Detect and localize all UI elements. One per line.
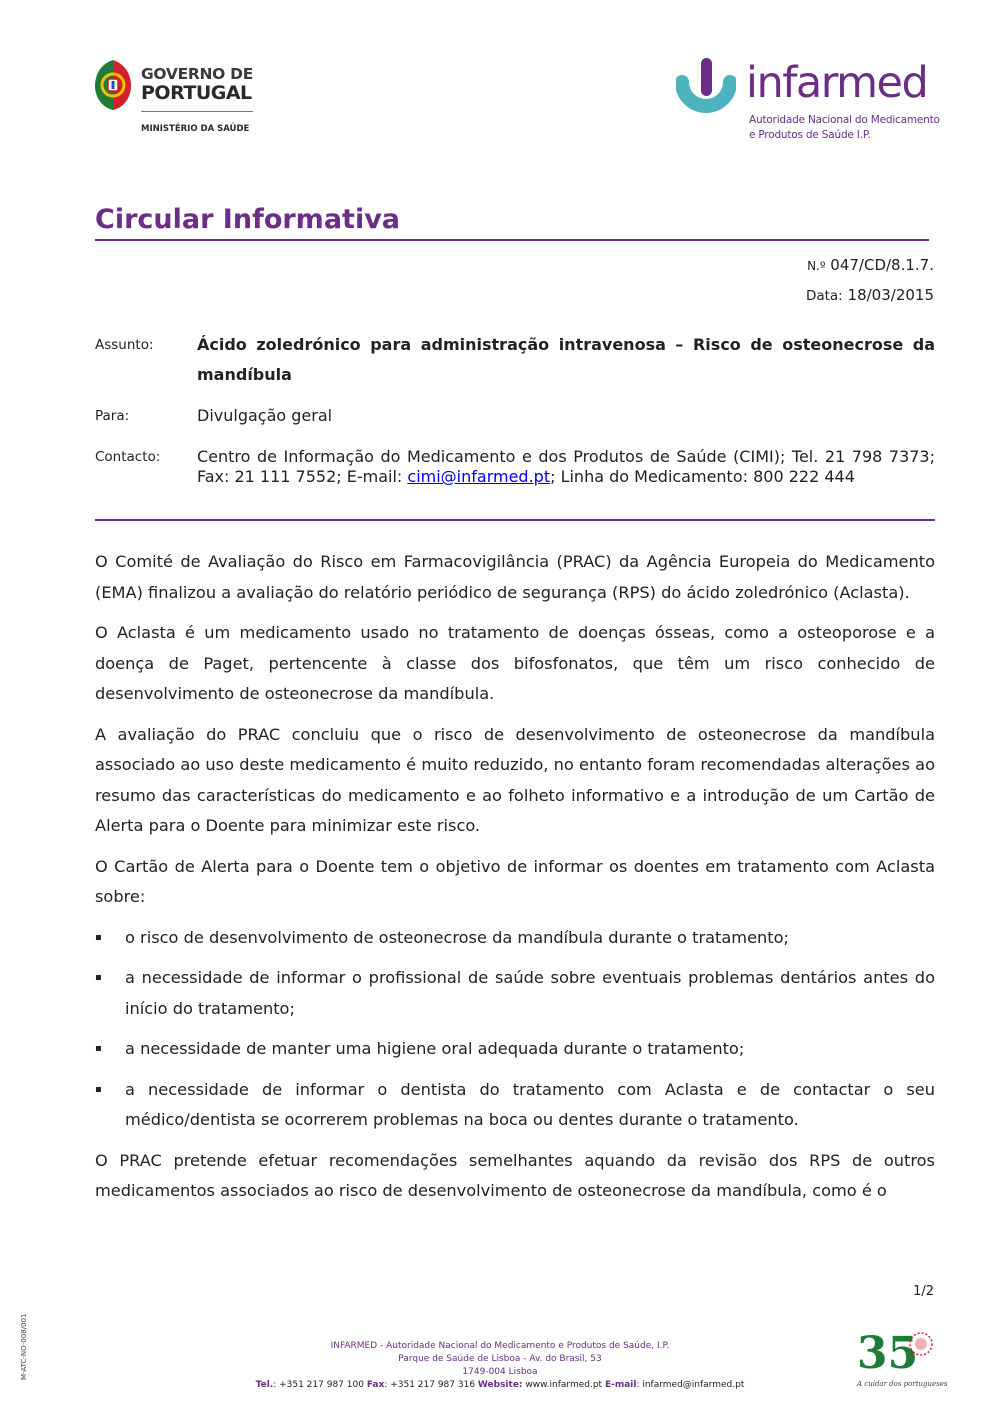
- footer-email-link[interactable]: : infarmed@infarmed.pt: [636, 1380, 745, 1390]
- list-item-text: a necessidade de informar o dentista do tratamento com Aclasta e de contactar o seu médico/dentista se ocorrerem problemas na boca ou dentes durante o tratamento.: [125, 1079, 935, 1129]
- footer-tel-label: Tel.: [255, 1380, 274, 1390]
- footer-fax-label: Fax: [366, 1380, 385, 1390]
- subject-label: Assunto:: [95, 337, 154, 353]
- footer-website-label: Website:: [477, 1380, 523, 1390]
- infarmed-wordmark: infarmed: [746, 58, 928, 108]
- list-item: [95, 963, 935, 1024]
- contact-label: Contacto:: [95, 449, 161, 465]
- document-date: [806, 286, 934, 304]
- infarmed-subtitle-line1: Autoridade Nacional do Medicamento: [749, 114, 940, 126]
- list-item: [95, 1034, 935, 1065]
- date-value: 18/03/2015: [847, 286, 934, 304]
- body-paragraph-4: O Cartão de Alerta para o Doente tem o objetivo de informar os doentes em tratamento com Aclasta sobre:: [95, 856, 935, 906]
- document-title: Circular Informativa: [95, 204, 401, 235]
- footer-line3: 1749-004 Lisboa: [462, 1367, 538, 1377]
- body-paragraph-2: O Aclasta é um medicamento usado no tratamento de doenças ósseas, como a osteoporose e a doença de Paget, pertencente à classe dos bifosfonatos, que têm um risco conhecido de desenvolvimento de osteonecrose da mandíbula.: [95, 623, 935, 703]
- infarmed-subtitle-line2: e Produtos de Saúde I.P.: [749, 129, 871, 141]
- footer-fax: : +351 217 987 316: [384, 1380, 476, 1390]
- list-item-text: a necessidade de informar o profissional de saúde sobre eventuais problemas dentários antes do início do tratamento;: [125, 968, 935, 1018]
- patient-card-list: [95, 923, 935, 1136]
- anniversary-number: 35: [857, 1328, 919, 1379]
- contact-text-after: ; Linha do Medicamento: 800 222 444: [550, 467, 855, 486]
- title-divider: [95, 239, 929, 241]
- date-label: Data:: [805, 288, 843, 304]
- footer-contacts: [200, 1379, 800, 1392]
- bullet-icon: ▪: [95, 931, 102, 943]
- footer-address: [200, 1340, 800, 1392]
- footer-line2: Parque de Saúde de Lisboa - Av. do Brasil, 53: [398, 1354, 602, 1364]
- reference-number: [807, 256, 934, 274]
- document-body: [95, 547, 935, 1217]
- bullet-icon: ▪: [95, 1083, 102, 1095]
- footer-tel: : +351 217 987 100: [273, 1380, 364, 1390]
- bullet-icon: ▪: [95, 972, 102, 983]
- gov-logo-line2: PORTUGAL: [141, 82, 252, 104]
- contact-value: [197, 447, 935, 487]
- contact-text-before: Centro de Informação do Medicamento e dos Produtos de Saúde (CIMI); Tel. 21 798 7373; Fax: 21 111 7552; E-mail:: [197, 447, 935, 486]
- footer-website-link[interactable]: www.infarmed.pt: [522, 1380, 603, 1390]
- anniversary-tagline: A cuidar dos portugueses: [857, 1380, 948, 1388]
- reference-value: 047/CD/8.1.7.: [830, 256, 934, 274]
- body-paragraph-closing: O PRAC pretende efetuar recomendações semelhantes aquando da revisão dos RPS de outros medicamentos associados ao risco de desenvolvimento de osteonecrose da mandíbula, como é o: [95, 1150, 935, 1200]
- gov-logo-line1: GOVERNO DE: [141, 65, 254, 83]
- recipient-label: Para:: [95, 408, 130, 424]
- reference-label: N.º: [807, 259, 826, 273]
- form-code: M-ATC-NO-008/001: [20, 1313, 28, 1380]
- subject-value: Ácido zoledrónico para administração intravenosa – Risco de osteonecrose da mandíbula: [197, 335, 935, 384]
- bullet-icon: ▪: [95, 1043, 102, 1054]
- list-item-text: o risco de desenvolvimento de osteonecrose da mandíbula durante o tratamento;: [125, 927, 789, 947]
- footer-email-label: E-mail: [604, 1380, 637, 1390]
- gov-logo-ministry: MINISTÉRIO DA SAÚDE: [141, 124, 250, 134]
- gov-logo-divider: [141, 111, 253, 112]
- list-item: [95, 923, 935, 954]
- footer-line1: INFARMED - Autoridade Nacional do Medicamento e Produtos de Saúde, I.P.: [330, 1341, 670, 1351]
- meta-divider: [95, 519, 935, 521]
- contact-email-link[interactable]: cimi@infarmed.pt: [407, 467, 551, 486]
- portugal-emblem-icon: [93, 58, 133, 112]
- list-item: [95, 1075, 935, 1136]
- infarmed-symbol-icon: [676, 58, 736, 122]
- infarmed-logo: [676, 58, 940, 148]
- body-paragraph-3: A avaliação do PRAC concluiu que o risco de desenvolvimento de osteonecrose da mandíbula associado ao uso deste medicamento é muito reduzido, no entanto foram recomendadas alterações ao resumo das características do medicamento e ao folheto informativo e a introdução de um Cartão de Alerta para o Doente para minimizar este risco.: [95, 724, 935, 835]
- list-item-text: a necessidade de manter uma higiene oral adequada durante o tratamento;: [125, 1039, 745, 1058]
- body-paragraph-1: O Comité de Avaliação do Risco em Farmacovigilância (PRAC) da Agência Europeia do Medicamento (EMA) finalizou a avaliação do relatório periódico de segurança (RPS) do ácido zoledrónico (Aclasta).: [95, 552, 935, 602]
- page-number: 1/2: [913, 1284, 934, 1299]
- governo-de-portugal-logo: [93, 58, 263, 138]
- recipient-value: Divulgação geral: [197, 406, 333, 425]
